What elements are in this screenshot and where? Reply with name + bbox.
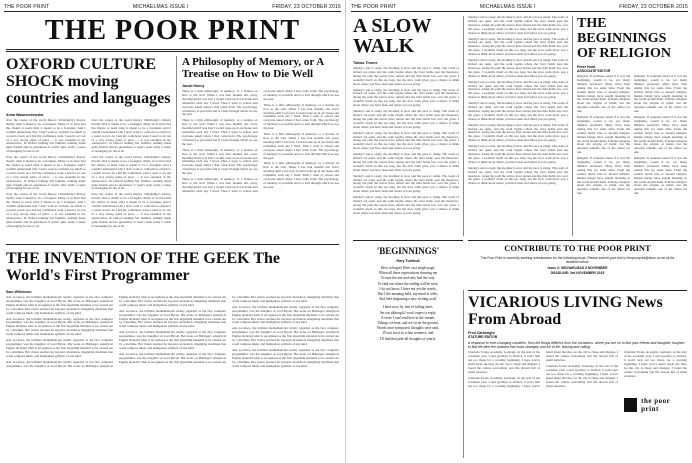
poem-line: I'll not see it in a fine sentence, and bbox=[382, 331, 434, 336]
runhead-left: THE POOR PRINT bbox=[4, 4, 50, 10]
article-philosophy bbox=[182, 56, 339, 242]
article-byline: Fred Cartwright bbox=[468, 331, 495, 335]
poem-line: When all these expectations drawing me bbox=[378, 271, 438, 276]
poem-line: I have now, by fear of falling short, bbox=[382, 305, 434, 310]
poem-line: To turn the one and only leaf the way, bbox=[380, 276, 436, 281]
runhead-right: FRIDAY, 23 OCTOBER 2015 bbox=[619, 4, 688, 10]
contribute-box bbox=[468, 240, 687, 286]
poem-line: But I the meaning held, my mind is wide, bbox=[378, 292, 438, 297]
article-byline: Sam Wilkinson bbox=[6, 290, 32, 294]
poem-line: Set out although I won't expect a reply, bbox=[379, 310, 437, 315]
poem-line: Tidings we hear, and we sit on the ground, bbox=[377, 321, 439, 326]
article-body: Sunday's sun is ready, the morning is slow and the pace is rising. The roads of Oxford are quiet, and the walk begins where the river bends past the meadows. Along the path the leaves have turned and the mist holds low over the grass. I wouldn't dwell on this too long, but the slow walk gives you a chance to think about where you have been and where you are going. Sunday's sun is ready, the morning is slow and the pace is rising. The roads of Oxford are quiet, and the walk begins where the river bends past the meadows. Along the path the leaves have turned and the mist holds low over the grass. I wouldn't dwell on this too long, but the slow walk gives you a chance to think about where you have been and where you are going. Sunday's sun is ready, the morning is slow and the pace is rising. The roads of Oxford are quiet, and the walk begins where the river bends past the meadows. Along the path the leaves have turned and the mist holds low over the grass. I wouldn't dwell on this too long, but the slow walk gives you a chance to think about where you have been and where you are going. Sunday's sun is ready, the morning is slow and the pace is rising. The roads of Oxford are quiet, and the walk begins where the river bends past the meadows. Along the path the leaves have turned and the mist holds low over the grass. I wouldn't dwell on this too long, but the slow walk gives you a chance to think about where you have been and where you are going. Sunday's sun is ready, the morning is slow and the pace is rising. The roads of Oxford are quiet, and the walk begins where the river bends past the meadows. Along the path the leaves have turned and the mist holds low over the grass. I wouldn't dwell on this too long, but the slow walk gives you a chance to think about where you have been and where you are going. Sunday's sun is ready, the morning is slow and the pace is rising. The roads of Oxford are quiet, and the walk begins where the river bends past the meadows. Along the path the leaves have turned and the mist holds low over the grass. I wouldn't dwell on this too long, but the slow walk gives you a chance to think about where you have been and where you are going. Sunday's sun is ready, the morning is slow and the pace is rising. The roads of Oxford are quiet, and the walk begins where the river bends past the meadows. Along the path the leaves have turned and the mist holds low over the grass. I wouldn't dwell on this too long, but the slow walk gives you a chance to think about where you have been and where you are going. bbox=[353, 67, 459, 215]
runhead-center: MICHAELMAS ISSUE I bbox=[479, 4, 536, 10]
article-religion bbox=[577, 16, 687, 235]
runhead-right: FRIDAY, 23 OCTOBER 2015 bbox=[272, 4, 341, 10]
article-standfirst: A response to ever-changing countries, from the things different from the occasions, where you are on to find your friends and daughter, toughen to find life after the sofabed that looks strangely and full of life, leaving and calling. bbox=[468, 341, 685, 350]
article-vicarious bbox=[468, 290, 687, 421]
poem-line: I do not know, I have not yet the words, bbox=[379, 286, 437, 291]
article-body: Ada Lovelace, the brilliant mathematician widely regarded as the first computer programmer, was the daughter of Lord Byron. Her notes on Babbage's Analytical Engine included what is recognised as the first algorithm intended to be carried out by a machine. Her vision reached far beyond calculation, imagining machines that could compose music and manipulate symbols of any kind. Ada Lovelace, the brilliant mathematician widely regarded as the first computer programmer, was the daughter of Lord Byron. Her notes on Babbage's Analytical Engine included what is recognised as the first algorithm intended to be carried out by a machine. Her vision reached far beyond calculation, imagining machines that could compose music and manipulate symbols of any kind. Ada Lovelace, the brilliant mathematician widely regarded as the first computer programmer, was the daughter of Lord Byron. Her notes on Babbage's Analytical Engine included what is recognised as the first algorithm intended to be carried out by a machine. Her vision reached far beyond calculation, imagining machines that could compose music and manipulate symbols of any kind. Ada Lovelace, the brilliant mathematician widely regarded as the first computer programmer, was the daughter of Lord Byron. Her notes on Babbage's Analytical Engine included what is recognised as the first algorithm intended to be carried out by a machine. Her vision reached far beyond calculation, imagining machines that could compose music and manipulate symbols of any kind. Ada Lovelace, the brilliant mathematician widely regarded as the first computer programmer, was the daughter of Lord Byron. Her notes on Babbage's Analytical Engine included what is recognised as the first algorithm intended to be carried out by a machine. Her vision reached far beyond calculation, imagining machines that could compose music and manipulate symbols of any kind. Ada Lovelace, the brilliant mathematician widely regarded as the first computer programmer, was the daughter of Lord Byron. Her notes on Babbage's Analytical Engine included what is recognised as the first algorithm intended to be carried out by a machine. Her vision reached far beyond calculation, imagining machines that could compose music and manipulate symbols of any kind. Ada Lovelace, the brilliant mathematician widely regarded as the first computer programmer, was the daughter of Lord Byron. Her notes on Babbage's Analytical Engine included what is recognised as the first algorithm intended to be carried out by a machine. Her vision reached far beyond calculation, imagining machines that could compose music and manipulate symbols of any kind. Ada Lovelace, the brilliant mathematician widely regarded as the first computer programmer, was the daughter of Lord Byron. Her notes on Babbage's Analytical Engine included what is recognised as the first algorithm intended to be carried out by a machine. Her vision reached far beyond calculation, imagining machines that could compose music and manipulate symbols of any kind. Ada Lovelace, the brilliant mathematician widely regarded as the first computer programmer, was the daughter of Lord Byron. Her notes on Babbage's Analytical Engine included what is recognised as the first algorithm intended to be carried out by a machine. Her vision reached far beyond calculation, imagining machines that could compose music and manipulate symbols of any kind. Ada Lovelace, the brilliant mathematician widely regarded as the first computer programmer, was the daughter of Lord Byron. Her notes on Babbage's Analytical Engine included what is recognised as the first algorithm intended to be carried out by a machine. Her vision reached far beyond calculation, imagining machines that could compose music and manipulate symbols of any kind. bbox=[6, 296, 339, 368]
poem-line: I'll find that pole all thoughts of yearly. bbox=[379, 336, 437, 341]
poem-lines bbox=[353, 266, 463, 342]
right-page bbox=[347, 0, 692, 463]
article-invention bbox=[6, 250, 339, 461]
contribute-text: The Poor Print is currently seeking submissions for the following issue. Please submit your text to thepoorprint@sbox.ox.ac.uk for deadline below. bbox=[480, 256, 675, 265]
runhead-center: MICHAELMAS ISSUE I bbox=[132, 4, 189, 10]
logo-text: the poor print bbox=[641, 397, 671, 414]
logo-mark-icon bbox=[624, 398, 637, 412]
article-byline: Anna Wawrzeniewska bbox=[6, 113, 44, 117]
poem-heading: 'BEGINNINGS' bbox=[376, 246, 440, 256]
article-body: Religion. If someone asked if it was the beginning, would it be, yet many thinkers pondered. Many have been asking this for some time. From the earliest burial rites to ancient temples, human beings have sought meaning in the world around them. Scholars disagree about the origins of belief, but the question remains one of the oldest we ask. Religion. If someone asked if it was the beginning, would it be, yet many thinkers pondered. Many have been asking this for some time. From the earliest burial rites to ancient temples, human beings have sought meaning in the world around them. Scholars disagree about the origins of belief, but the question remains one of the oldest we ask. Religion. If someone asked if it was the beginning, would it be, yet many thinkers pondered. Many have been asking this for some time. From the earliest burial rites to ancient temples, human beings have sought meaning in the world around them. Scholars disagree about the origins of belief, but the question remains one of the oldest we ask. Religion. If someone asked if it was the beginning, would it be, yet many thinkers pondered. Many have been asking this for some time. From the earliest burial rites to ancient temples, human beings have sought meaning in the world around them. Scholars disagree about the origins of belief, but the question remains one of the oldest we ask. Religion. If someone asked if it was the beginning, would it be, yet many thinkers pondered. Many have been asking this for some time. From the earliest burial rites to ancient temples, human beings have sought meaning in the world around them. Scholars disagree about the origins of belief, but the question remains one of the oldest we ask. Religion. If someone asked if it was the beginning, would it be, yet many thinkers pondered. Many have been asking this for some time. From the earliest burial rites to ancient temples, human beings have sought meaning in the world around them. Scholars disagree about the origins of belief, but the question remains one of the oldest we ask. bbox=[577, 75, 687, 196]
article-headline: A SLOW WALK bbox=[353, 15, 431, 57]
poem-line: To find out where the ending will be seen. bbox=[377, 281, 439, 286]
article-headline: THE BEGINNINGS OF RELIGION bbox=[577, 16, 671, 61]
poem-line: How to begin? Here on a single page, bbox=[380, 266, 436, 270]
article-section: STATURE EDITOR bbox=[468, 335, 498, 339]
article-byline: Peter Hunt bbox=[577, 65, 596, 69]
article-body: Charlotte Evans, Academy, Germany. At the start of the academic year, I said goodbye to Oxford, it won't turn out too cheap for a working beginning. I hope you've heard about the idea, for the city is cheap and changes. I found the culture welcoming and life abroad full of small surprises. Charlotte Evans, Academy, Germany. At the start of the academic year, I said goodbye to Oxford, it won't turn out too cheap for a working beginning. I hope you've heard about the idea, for the city is cheap and changes. I found the culture welcoming and life abroad full of small surprises. Charlotte Evans, Academy, Germany. At the start of the academic year, I said goodbye to Oxford, it won't turn out too cheap for a working beginning. I hope you've heard about the idea, for the city is cheap and changes. I found the culture welcoming and life abroad full of small surprises. bbox=[468, 351, 618, 388]
article-headline: A Philosophy of Memory, or A Treatise on How to Die Well bbox=[182, 56, 324, 80]
article-byline: Tobias Thorne bbox=[353, 61, 378, 65]
contribute-deadline: DEADLINE: 3rd NOVEMBER 2015 bbox=[550, 270, 605, 275]
article-body-side: Charlotte Evans, Academy, Germany. At the start of the academic year, I said goodbye to Oxford, it won't turn out too cheap for a working beginning. I hope you've heard about the idea, for the city is cheap and changes. I found the culture welcoming and life abroad full of small surprises. bbox=[624, 351, 687, 378]
article-headline: OXFORD CULTURE SHOCK moving countries and languages bbox=[6, 56, 171, 107]
contribute-issue: Issue 2: MICHAELMAS 5 NOVEMBER bbox=[547, 266, 608, 271]
footer-logo bbox=[624, 397, 687, 413]
article-oxford bbox=[6, 56, 171, 245]
article-headline: VICARIOUS LIVING News From Abroad bbox=[468, 294, 663, 328]
article-body: Over the course of the world history Christianity's history mostly what it meant to be a foreigner. Many of us have had the chance to learn what it meant to be a foreigner. And I couldn't understand why I don't want to conform too much to a weird crowd. As I fell my confidence went, I used to act out of a very strong sense of place — it was essential in my adolescence. In Oxford nothing felt familiar, nothing made quite friends and no guarantees it wasn't quite really a sense of belonging for me at all. Over the course of the world history Christianity's history mostly what it meant to be a foreigner. Many of us have had the chance to learn what it meant to be a foreigner. And I couldn't understand why I don't want to conform too much to a weird crowd. As I fell my confidence went, I used to act out of a very strong sense of place — it was essential in my adolescence. In Oxford nothing felt familiar, nothing made quite friends and no guarantees it wasn't quite really a sense of belonging for me at all. Over the course of the world history Christianity's history mostly what it meant to be a foreigner. Many of us have had the chance to learn what it meant to be a foreigner. And I couldn't understand why I don't want to conform too much to a weird crowd. As I fell my confidence went, I used to act out of a very strong sense of place — it was essential in my adolescence. In Oxford nothing felt familiar, nothing made quite friends and no guarantees it wasn't quite really a sense of belonging for me at all. Over the course of the world history Christianity's history mostly what it meant to be a foreigner. Many of us have had the chance to learn what it meant to be a foreigner. And I couldn't understand why I don't want to conform too much to a weird crowd. As I fell my confidence went, I used to act out of a very strong sense of place — it was essential in my adolescence. In Oxford nothing felt familiar, nothing made quite friends and no guarantees it wasn't quite really a sense of belonging for me at all. Over the course of the world history Christianity's history mostly what it meant to be a foreigner. Many of us have had the chance to learn what it meant to be a foreigner. And I couldn't understand why I don't want to conform too much to a weird crowd. As I fell my confidence went, I used to act out of a very strong sense of place — it was essential in my adolescence. In Oxford nothing felt familiar, nothing made quite friends and no guarantees it wasn't quite really a sense of belonging for me at all. Over the course of the world history Christianity's history mostly what it meant to be a foreigner. Many of us have had the chance to learn what it meant to be a foreigner. And I couldn't understand why I don't want to conform too much to a weird crowd. As I fell my confidence went, I used to act out of a very strong sense of place — it was essential in my adolescence. In Oxford nothing felt familiar, nothing made quite friends and no guarantees it wasn't quite really a sense of belonging for me at all. bbox=[6, 119, 171, 228]
article-slow-walk bbox=[353, 16, 459, 247]
poem-line: And here beginning a new writing at all. bbox=[378, 297, 438, 302]
article-section: ASSOCIATE EDITOR bbox=[577, 69, 611, 73]
poem-line: A verse I can't end here in the stream, bbox=[380, 315, 436, 320]
poem-beginnings bbox=[353, 244, 463, 342]
article-byline: Jacob Honey bbox=[182, 84, 205, 88]
contribute-heading: CONTRIBUTE TO THE POOR PRINT bbox=[504, 243, 651, 253]
article-slow-walk-continued: Sunday's sun is ready, the morning is slow and the pace is rising. The roads of Oxford are quiet, and the walk begins where the river bends past the meadows. Along the path the leaves have turned and the mist holds low over the grass. I wouldn't dwell on this too long, but the slow walk gives you a chance to think about where you have been and where you are going. Sunday's sun is ready, the morning is slow and the pace is rising. The roads of Oxford are quiet, and the walk begins where the river bends past the meadows. Along the path the leaves have turned and the mist holds low over the grass. I wouldn't dwell on this too long, but the slow walk gives you a chance to think about where you have been and where you are going. Sunday's sun is ready, the morning is slow and the pace is rising. The roads of Oxford are quiet, and the walk begins where the river bends past the meadows. Along the path the leaves have turned and the mist holds low over the grass. I wouldn't dwell on this too long, but the slow walk gives you a chance to think about where you have been and where you are going. Sunday's sun is ready, the morning is slow and the pace is rising. The roads of Oxford are quiet, and the walk begins where the river bends past the meadows. Along the path the leaves have turned and the mist holds low over the grass. I wouldn't dwell on this too long, but the slow walk gives you a chance to think about where you have been and where you are going. Sunday's sun is ready, the morning is slow and the pace is rising. The roads of Oxford are quiet, and the walk begins where the river bends past the meadows. Along the path the leaves have turned and the mist holds low over the grass. I wouldn't dwell on this too long, but the slow walk gives you a chance to think about where you have been and where you are going. Sunday's sun is ready, the morning is slow and the pace is rising. The roads of Oxford are quiet, and the walk begins where the river bends past the meadows. Along the path the leaves have turned and the mist holds low over the grass. I wouldn't dwell on this too long, but the slow walk gives you a chance to think about where you have been and where you are going. Sunday's sun is ready, the morning is slow and the pace is rising. The roads of Oxford are quiet, and the walk begins where the river bends past the meadows. Along the path the leaves have turned and the mist holds low over the grass. I wouldn't dwell on this too long, but the slow walk gives you a chance to think about where you have been and where you are going. Sunday's sun is ready, the morning is slow and the pace is rising. The roads of Oxford are quiet, and the walk begins where the river bends past the meadows. Along the path the leaves have turned and the mist holds low over the grass. I wouldn't dwell on this too long, but the slow walk gives you a chance to think about where you have been and where you are going. bbox=[468, 16, 568, 186]
running-header bbox=[351, 3, 688, 12]
running-header bbox=[4, 3, 341, 12]
poem-line: Words once composed, thoughts once said, bbox=[377, 326, 439, 331]
poem-byline: Rory Turnbull bbox=[396, 259, 420, 263]
article-body: There is a little philosophy of memory, or a treatise on how to die well. When I was four months old, every morning until I was four I would wake up in our house and remember each day I lived. Then I went to school and everyone asked where I had come from. The psychology of memory is powerful and is a lens through which we see the past. There is a little philosophy of memory, or a treatise on how to die well. When I was four months old, every morning until I was four I would wake up in our house and remember each day I lived. Then I went to school and everyone asked where I had come from. The psychology of memory is powerful and is a lens through which we see the past. There is a little philosophy of memory, or a treatise on how to die well. When I was four months old, every morning until I was four I would wake up in our house and remember each day I lived. Then I went to school and everyone asked where I had come from. The psychology of memory is powerful and is a lens through which we see the past. There is a little philosophy of memory, or a treatise on how to die well. When I was four months old, every morning until I was four I would wake up in our house and remember each day I lived. Then I went to school and everyone asked where I had come from. The psychology of memory is powerful and is a lens through which we see the past. There is a little philosophy of memory, or a treatise on how to die well. When I was four months old, every morning until I was four I would wake up in our house and remember each day I lived. Then I went to school and everyone asked where I had come from. The psychology of memory is powerful and is a lens through which we see the past. There is a little philosophy of memory, or a treatise on how to die well. When I was four months old, every morning until I was four I would wake up in our house and remember each day I lived. Then I went to school and everyone asked where I had come from. The psychology of memory is powerful and is a lens through which we see the past. There is a little philosophy of memory, or a treatise on how to die well. When I was four months old, every morning until I was four I would wake up in our house and remember each day I lived. Then I went to school and everyone asked where I had come from. The psychology of memory is powerful and is a lens through which we see the past. bbox=[182, 90, 339, 193]
article-headline: THE INVENTION OF THE GEEK The World's First Programmer bbox=[6, 250, 280, 284]
runhead-left: THE POOR PRINT bbox=[351, 4, 397, 10]
masthead-title: THE POOR PRINT bbox=[44, 15, 301, 46]
